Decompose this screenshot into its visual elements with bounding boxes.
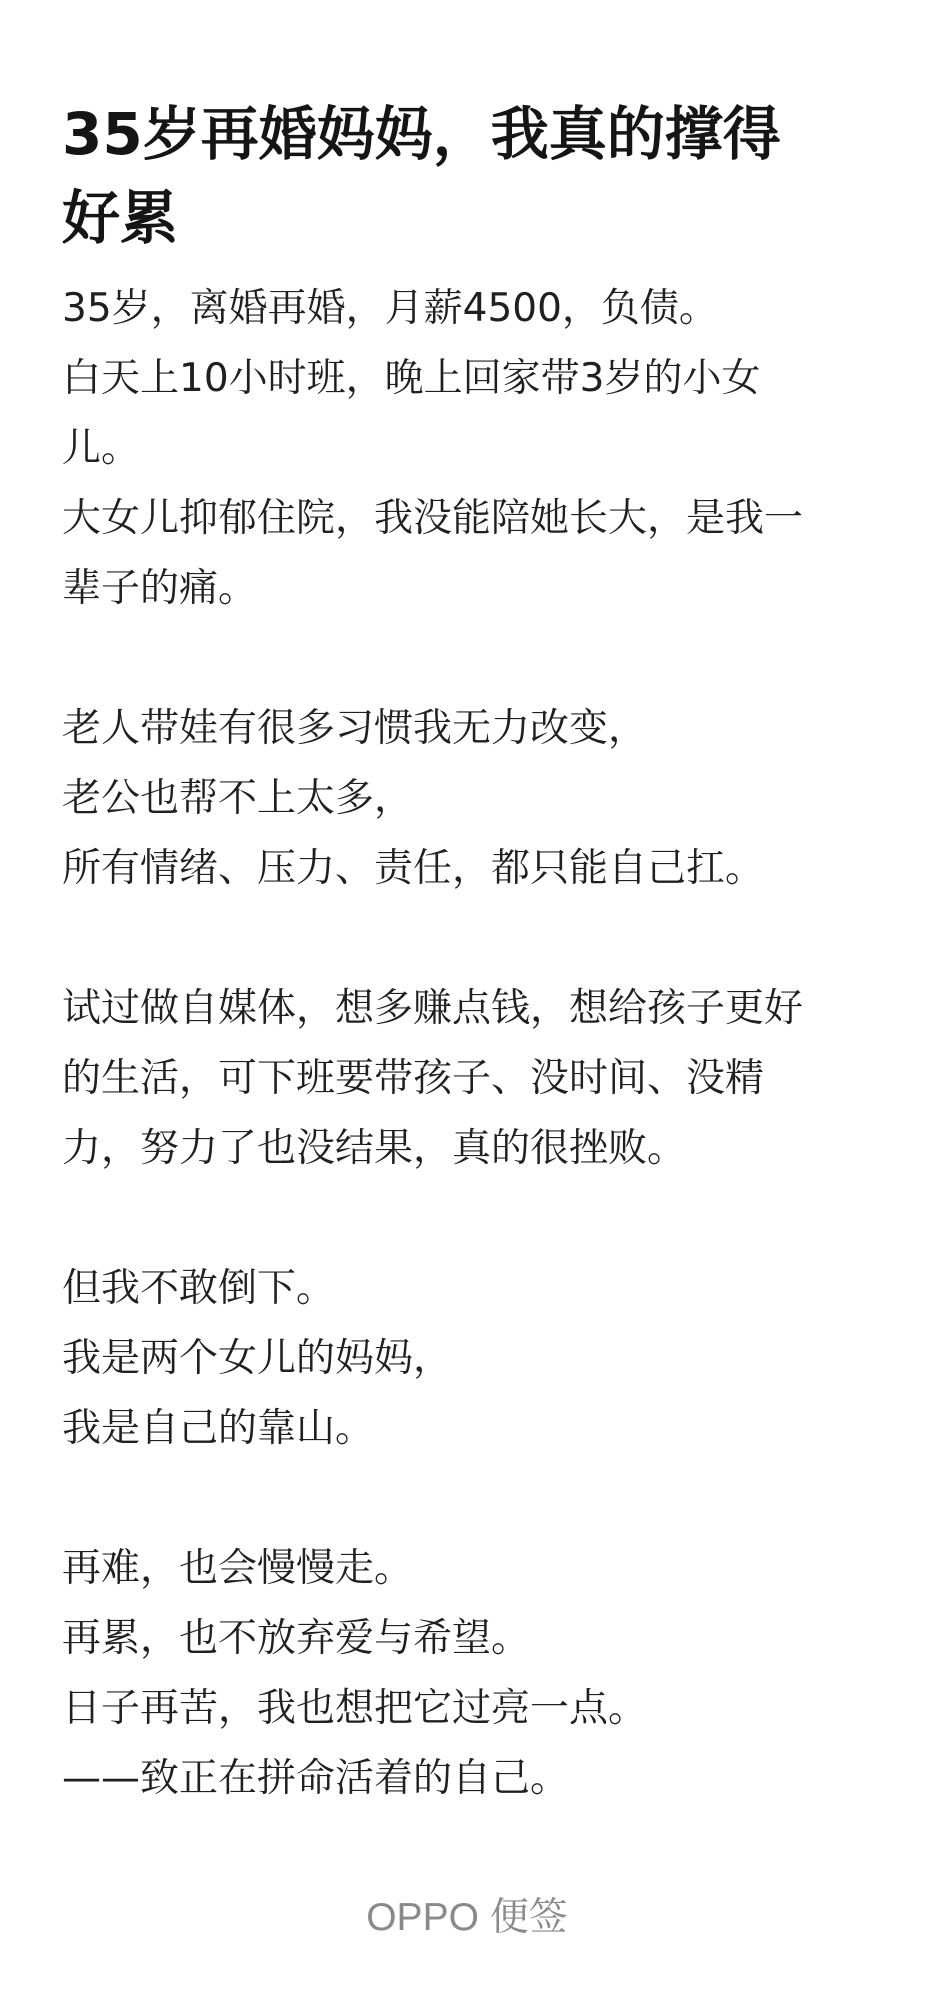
note-blank-line: [62, 624, 882, 694]
note-body-line: 但我不敢倒下。: [62, 1266, 336, 1311]
note-body: [62, 274, 882, 1814]
note-body-line: 儿。: [62, 426, 141, 471]
note-body-line: 的生活，可下班要带孩子、没时间、没精: [62, 1056, 765, 1101]
note-body-line: 大女儿抑郁住院，我没能陪她长大，是我一: [62, 496, 804, 541]
note-body-line: ——致正在拼命活着的自己。: [62, 1756, 570, 1801]
note-blank-line: [62, 904, 882, 974]
note-body-line: 我是两个女儿的妈妈，: [62, 1336, 453, 1381]
note-content: [62, 92, 882, 1814]
note-body-line: 力，努力了也没结果，真的很挫败。: [62, 1126, 687, 1171]
note-body-line: 35岁，离婚再婚，月薪4500，负债。: [62, 286, 718, 331]
note-title-line: 35岁再婚妈妈，我真的撑得: [62, 100, 781, 168]
note-body-line: 老人带娃有很多习惯我无力改变，: [62, 706, 648, 751]
note-body-line: 试过做自媒体，想多赚点钱，想给孩子更好: [62, 986, 804, 1031]
app-signature: OPPO 便签: [366, 1896, 568, 1939]
note-body-line: 日子再苦，我也想把它过亮一点。: [62, 1686, 648, 1731]
note-body-line: 再难，也会慢慢走。: [62, 1546, 414, 1591]
note-blank-line: [62, 1184, 882, 1254]
note-body-line: 所有情绪、压力、责任，都只能自己扛。: [62, 846, 765, 891]
note-blank-line: [62, 1464, 882, 1534]
note-body-line: 我是自己的靠山。: [62, 1406, 375, 1451]
note-body-line: 老公也帮不上太多，: [62, 776, 414, 821]
note-body-line: 辈子的痛。: [62, 566, 258, 611]
note-title: [62, 92, 882, 260]
note-body-line: 再累，也不放弃爱与希望。: [62, 1616, 531, 1661]
note-title-line: 好累: [62, 184, 179, 252]
note-body-line: 白天上10小时班，晚上回家带3岁的小女: [62, 356, 761, 401]
